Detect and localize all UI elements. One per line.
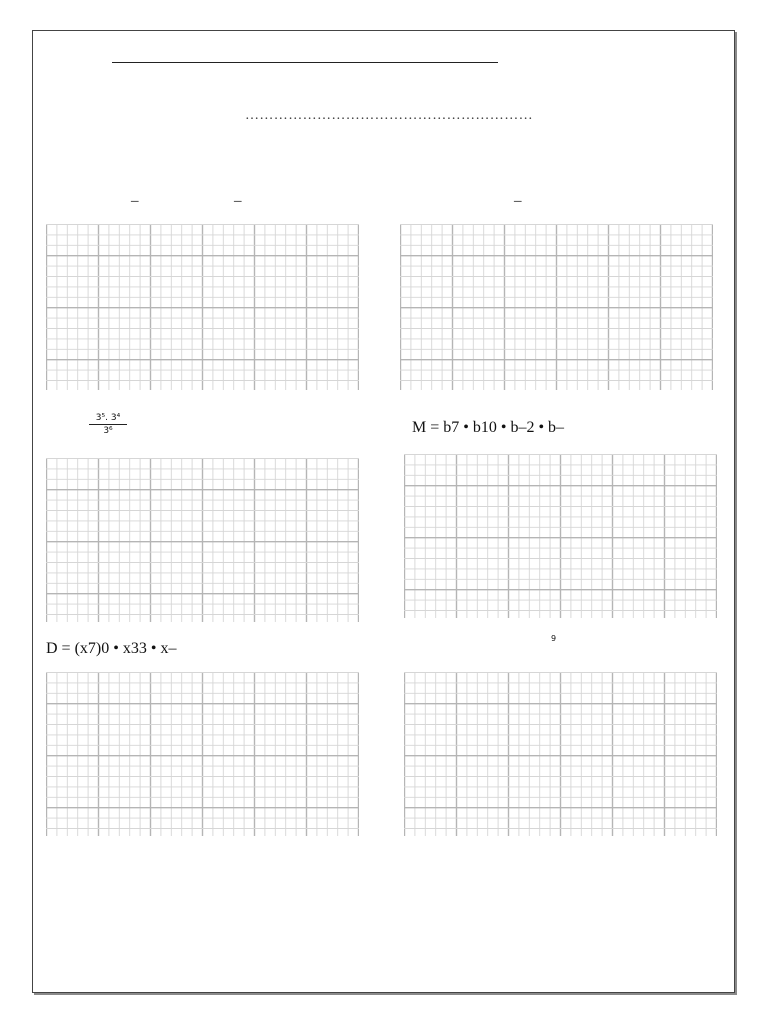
expression-m: M = b7 • b10 • b–2 • b–: [412, 419, 565, 436]
grid-box-2: [400, 224, 713, 390]
grid-box-6: [404, 672, 717, 836]
fraction-denominator: 3⁶: [103, 426, 113, 436]
name-dotted-line: ……………………………………………………: [245, 108, 533, 123]
dash-mark: –: [234, 193, 242, 209]
dash-mark: –: [131, 193, 139, 209]
dash-mark: –: [514, 193, 522, 209]
fraction-expression: [88, 413, 128, 436]
title-underline: [112, 62, 498, 63]
fraction-numerator: 3⁵. 3⁴: [95, 413, 121, 423]
grid-box-4: [404, 454, 717, 618]
grid-box-1: [46, 224, 359, 390]
grid-box-5: [46, 672, 359, 836]
expression-d: D = (x7)0 • x33 • x–: [46, 640, 177, 657]
small-mark: 9: [551, 634, 557, 643]
grid-box-3: [46, 458, 359, 622]
